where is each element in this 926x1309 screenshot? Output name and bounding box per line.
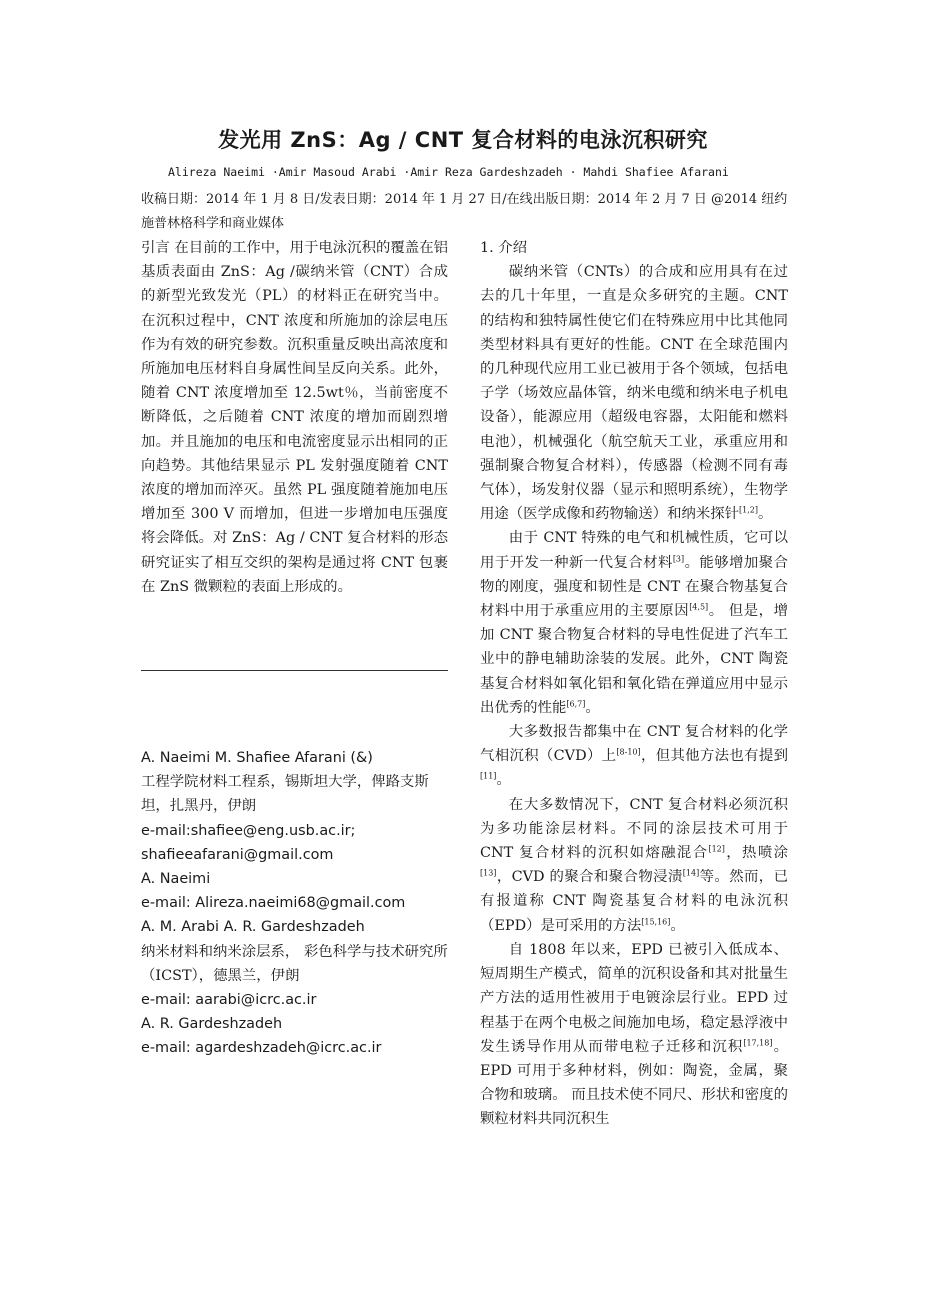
section-heading: 1. 介绍 bbox=[480, 240, 528, 256]
citation: [11] bbox=[480, 771, 497, 781]
paragraph-text: 。 bbox=[585, 699, 600, 716]
publication-dates: 收稿日期：2014 年 1 月 8 日/发表日期：2014 年 1 月 27 日/在线出版日期：2014 年 2 月 7 日 @2014 纽约施普林格科学和商业媒体 bbox=[141, 192, 788, 231]
citation: [6,7] bbox=[566, 699, 586, 709]
author-list: Alireza Naeimi ·Amir Masoud Arabi ·Amir Reza Gardeshzadeh · Mahdi Shafiee Afarani bbox=[168, 165, 729, 179]
paragraph-text: 由于 CNT 特殊的电气和机械性质，它可以用于开发一种新一代复合材料 bbox=[480, 530, 788, 571]
affiliation-line: A. M. Arabi A. R. Gardeshzadeh bbox=[141, 919, 365, 936]
paragraph-text: 在大多数情况下，CNT 复合材料必须沉积为多功能涂层材料。不同的涂层技术可用于 CNT 复合材料的沉积如熔融混合 bbox=[480, 796, 788, 862]
paragraph-text: 。 bbox=[496, 772, 511, 789]
affiliation-line: A. R. Gardeshzadeh bbox=[141, 1016, 283, 1033]
affiliation-line: A. Naeimi bbox=[141, 871, 211, 888]
paragraph-text: 。 bbox=[758, 506, 773, 523]
affiliation-email: e-mail:shafiee@eng.usb.ac.ir; bbox=[141, 822, 356, 839]
abstract-column bbox=[141, 236, 448, 599]
intro-paragraph-4 bbox=[480, 793, 788, 938]
author-affiliations bbox=[141, 746, 451, 1061]
affiliation-line: A. Naeimi M. Shafiee Afarani (&) bbox=[141, 750, 373, 766]
paragraph-text: 。 bbox=[670, 917, 685, 934]
abstract-text: 引言 在目前的工作中，用于电泳沉积的覆盖在铝基质表面由 ZnS：Ag /碳纳米管（CNT）合成的新型光致发光（PL）的材料正在研究当中。在沉积过程中，CNT 浓度和所施加的涂层电压作为有效的研究参数。沉积重量反映出高浓度和所施加电压材料自身属性间呈反向关系。此外，随着 CNT 浓度增加至 12.5wt％，当前密度不断降低，之后随着 CNT 浓度的增加而剧烈增加。并且施加的电压和电流密度显示出相同的正向趋势。其他结果显示 PL 发射强度随着 CNT 浓度的增加而淬灭。虽然 PL 强度随着施加电压增加至 300 V 而增加，但进一步增加电压强度将会降低。对 ZnS：Ag / CNT 复合材料的形态研究证实了相互交织的架构是通过将 CNT 包裹在 ZnS 微颗粒的表面上形成的。 bbox=[141, 240, 448, 595]
paragraph-text: ，CVD 的聚合和聚合物浸渍 bbox=[496, 869, 683, 886]
paragraph-text: 碳纳米管（CNTs）的合成和应用具有在过去的几十年里，一直是众多研究的主题。CNT 的结构和独特属性使它们在特殊应用中比其他同类型材料具有更好的性能。CNT 在全球范围内的几种现代应用工业已被用于各个领域，包括电子学（场效应晶体管，纳米电缆和纳米电子机电设备），能源应用（超级电容器，太阳能和燃料电池），机械强化（航空航天工业，承重应用和强制聚合物复合材料），传感器（检测不同有毒气体），场发射仪器（显示和照明系统），生物学用途（医学成像和药物输送）和纳米探针 bbox=[480, 264, 788, 523]
citation: [3] bbox=[672, 554, 685, 564]
paragraph-text: ，但其他方法也有提到 bbox=[640, 748, 788, 765]
affiliation-email: e-mail: Alireza.naeimi68@gmail.com bbox=[141, 895, 406, 912]
citation: [17,18] bbox=[743, 1038, 773, 1048]
paragraph-text: 。能够增加聚合物的刚度，强度和韧性是 CNT 在聚合物基复合材料中用于承重应用的主要原因 bbox=[480, 554, 788, 620]
affiliation-line: 纳米材料和纳米涂层系， 彩色科学与技术研究所（ICST），德黑兰，伊朗 bbox=[141, 943, 448, 984]
citation: [1,2] bbox=[739, 505, 759, 515]
affiliation-email: e-mail: agardeshzadeh@icrc.ac.ir bbox=[141, 1040, 382, 1057]
paragraph-text: 自 1808 年以来，EPD 已被引入低成本、短周期生产模式，简单的沉积设备和其对批量生产方法的适用性被用于电镀涂层行业。EPD 过程基于在两个电极之间施加电场，稳定悬浮液中发生诱导作用从而带电粒子迁移和沉积 bbox=[480, 941, 788, 1055]
paragraph-text: 等。然而，已有报道称 CNT 陶瓷基复合材料的电泳沉积（EPD）是可采用的方法 bbox=[480, 869, 788, 934]
intro-paragraph-5 bbox=[480, 938, 788, 1132]
paragraph-text: 。EPD 可用于多种材料，例如：陶瓷，金属，聚合物和玻璃。 而且技术使不同尺、形状和密度的颗粒材料共同沉积生 bbox=[480, 1038, 788, 1128]
paragraph-text: 。 但是，增加 CNT 聚合物复合材料的导电性促进了汽车工业中的静电辅助涂装的发展。此外，CNT 陶瓷基复合材料如氧化铝和氧化锆在弹道应用中显示出优秀的性能 bbox=[480, 603, 788, 716]
paper-title: 发光用 ZnS：Ag / CNT 复合材料的电泳沉积研究 bbox=[218, 128, 708, 152]
introduction-column bbox=[480, 236, 788, 1132]
citation: [12] bbox=[708, 844, 725, 854]
footnote-divider bbox=[141, 670, 448, 671]
citation: [13] bbox=[480, 868, 497, 878]
paragraph-text: ，热喷涂 bbox=[724, 845, 788, 862]
affiliation-email: shafieeafarani@gmail.com bbox=[141, 846, 334, 863]
affiliation-line: 工程学院材料工程系，锡斯坦大学，俾路支斯坦，扎黑丹，伊朗 bbox=[141, 774, 429, 815]
intro-paragraph-1 bbox=[480, 260, 788, 526]
intro-paragraph-3 bbox=[480, 720, 788, 793]
paragraph-text: 大多数报告都集中在 CNT 复合材料的化学气相沉积（CVD）上 bbox=[480, 724, 788, 765]
citation: [14] bbox=[682, 868, 700, 878]
citation: [4,5] bbox=[689, 602, 709, 612]
affiliation-email: e-mail: aarabi@icrc.ac.ir bbox=[141, 992, 317, 1009]
citation: [15,16] bbox=[641, 917, 671, 927]
citation: [8-10] bbox=[616, 747, 641, 757]
intro-paragraph-2 bbox=[480, 526, 788, 720]
